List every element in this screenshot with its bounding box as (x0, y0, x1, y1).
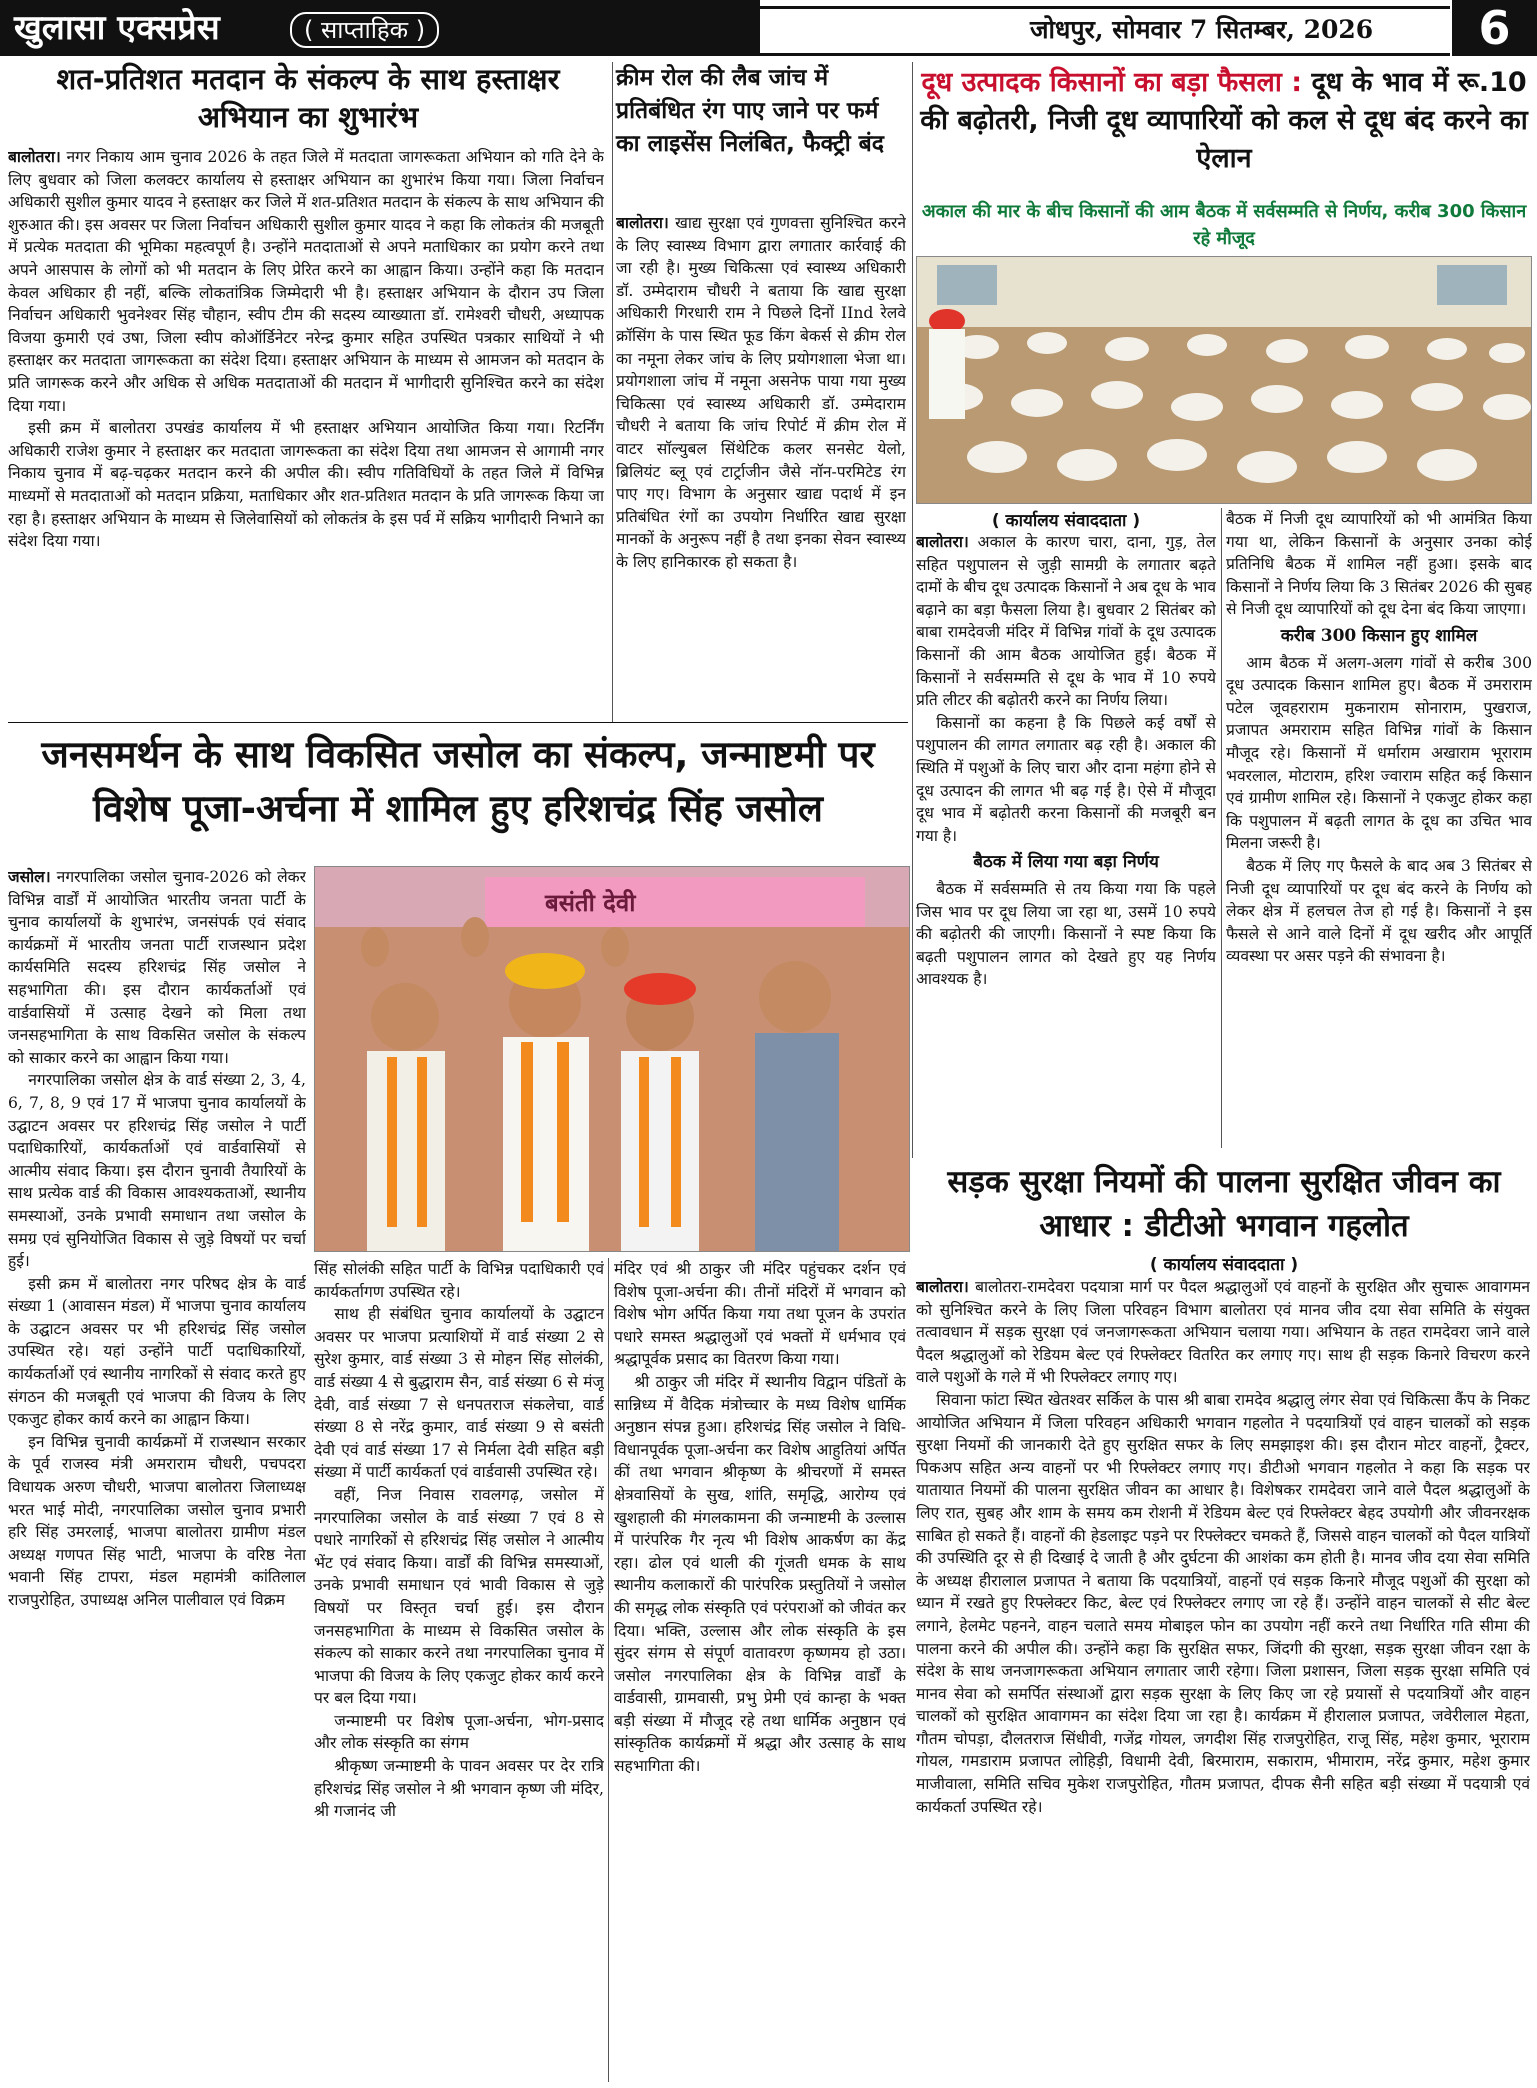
milk-paragraph: किसानों का कहना है कि पिछले कई वर्षों से पशुपालन की लागत लगातार बढ़ रही है। अकाल की स्थिति में पशुओं के लिए चारा और दाना महंगा होने से दूध उत्पादन की लागत भी बढ़ गई है। ऐसे में मौजूदा दूध भाव में बढ़ोतरी करना किसानों की मजबूरी बन गया है। (916, 713, 1216, 845)
jasol-paragraph: इन विभिन्न चुनावी कार्यक्रमों में राजस्थान सरकार के पूर्व राजस्व मंत्री अमराराम चौधरी, पचपदरा विधायक अरुण चौधरी, भाजपा बालोतरा जिलाध्यक्ष भरत भाई मोदी, नगरपालिका जसोल चुनाव प्रभारी हरि सिंह उमरलाई, भाजपा बालोतरा ग्रामीण मंडल अध्यक्ष गणपत सिंह भाटी, भाजपा के वरिष्ठ नेता भवानी सिंह टापरा, मंडल महामंत्री कांतिलाल राजपुरोहित, उपाध्यक्ष अनिल पालीवाल एवं विक्रम (8, 1432, 306, 1609)
milk-paragraph: आम बैठक में अलग-अलग गांवों से करीब 300 दूध उत्पादक किसान शामिल हुए। बैठक में उमराराम पटेल जूवहराराम मुकनाराम सोनाराम, पुखराज, प्रजापत अमराराम सहित विभिन्न गांवों के किसान मौजूद रहे। किसानों में धर्माराम अखाराम भूराराम भवरलाल, मोटाराम, हरिश ज्वाराम सहित कई किसान एवं ग्रामीण शामिल रहे। किसानों ने एकजुट होकर कहा कि पशुपालन में बढ़ती लागत के दूध का उचित भाव मिलना जरूरी है। (1226, 653, 1532, 853)
milk-subhead-decision: बैठक में लिया गया बड़ा निर्णय (973, 852, 1159, 873)
milk-paragraph: बैठक में निजी दूध व्यापारियों को भी आमंत्रित किया गया था, लेकिन किसानों के अनुसार उनका कोई प्रतिनिधि बैठक में शामिल नहीं हुआ। इसके बाद किसानों ने निर्णय लिया कि 3 सितंबर 2026 की सुबह से निजी दूध व्यापारियों को दूध देना बंद किया जाएगा। (1226, 510, 1532, 619)
milk-paragraph: बैठक में सर्वसम्मति से तय किया गया कि पहले जिस भाव पर दूध लिया जा रहा था, उसमें 10 रुपये की बढ़ोतरी की जाएगी। किसानों ने स्पष्ट किया कि बढ़ती पशुपालन लागत को देखते हुए यह निर्णय आवश्यक है। (916, 879, 1216, 989)
jasol-paragraph: साथ ही संबंधित चुनाव कार्यालयों के उद्घाटन अवसर पर भाजपा प्रत्याशियों में वार्ड संख्या 2 से सुरेश कुमार, वार्ड संख्या 3 से मोहन सिंह सोलंकी, वार्ड संख्या 4 से बुद्धाराम सैन, वार्ड संख्या 6 से मंजू देवी, वार्ड संख्या 7 से धनपतराज संकलेचा, वार्ड संख्या 8 से नरेंद्र कुमार, वार्ड संख्या 9 से बसंती देवी एवं वार्ड संख्या 17 से निर्मला देवी सहित बड़ी संख्या में पार्टी कार्यकर्ता एवं वार्डवासी उपस्थित रहे। (314, 1305, 604, 1482)
voting-headline: शत-प्रतिशत मतदान के संकल्प के साथ हस्ताक्षर अभियान का शुभारंभ (56, 62, 560, 134)
milk-article-part-1 (916, 531, 1216, 1151)
newspaper-name: खुलासा एक्सप्रेस (14, 8, 220, 48)
cream-headline: क्रीम रोल की लैब जांच में प्रतिबंधित रंग पाए जाने पर फर्म का लाइसेंस निलंबित, फैक्ट्री बंद (616, 65, 885, 157)
jasol-paragraph: नगरपालिका जसोल चुनाव-2026 को लेकर विभिन्न वार्डों में आयोजित भारतीय जनता पार्टी के चुनाव कार्यालयों के शुभारंभ, जनसंपर्क एवं संवाद कार्यक्रमों में भारतीय जनता पार्टी राजस्थान प्रदेश कार्यसमिति सदस्य हरिशचंद्र सिंह जसोल ने सहभागिता की। इस दौरान कार्यकर्ताओं एवं वार्डवासियों में उत्साह देखने को मिला तथा जनसहभागिता के साथ विकसित जसोल के संकल्प को साकार करने का आह्वान किया गया। (8, 868, 306, 1067)
milk-article-part-2 (1226, 508, 1532, 1148)
milk-paragraph: अकाल के कारण चारा, दाना, गुड़, तेल सहित पशुपालन से जुड़ी सामग्री के लगातार बढ़ते दामों के बीच दूध उत्पादक किसानों ने अब दूध के भाव बढ़ाने का बड़ा फैसला लिया है। बुधवार 2 सितंबर को बाबा रामदेवजी मंदिर में विभिन्न गांवों के दूध उत्पादक किसानों की आम बैठक आयोजित हुई। बैठक में किसानों ने सर्वसम्मति से दूध के भाव में 10 रुपये प्रति लीटर की बढ़ोतरी करने का निर्णय लिया। (916, 533, 1216, 710)
milk-byline: ( कार्यालय संवाददाता ) (991, 511, 1141, 531)
voting-paragraph: नगर निकाय आम चुनाव 2026 के तहत जिले में मतदाता जागरूकता अभियान को गति देने के लिए बुधवार को जिला कलक्टर कार्यालय से हस्ताक्षर अभियान का शुभारंभ किया गया। जिला निर्वाचन अधिकारी सुशील कुमार यादव ने हस्ताक्षर कर जिले में शत-प्रतिशत मतदान के संकल्प के साथ अभियान की शुरुआत की। इस अवसर पर जिला निर्वाचन अधिकारी सुशील कुमार यादव ने कहा कि लोकतंत्र की मजबूती में प्रत्येक मतदाता की भूमिका महत्वपूर्ण है। उन्होंने मतदाताओं से अपने मताधिकार का प्रयोग करने तथा अपने आसपास के लोगों को भी मतदान के लिए प्रेरित करने का आह्वान किया। उन्होंने कहा कि मतदान केवल अधिकार ही नहीं, बल्कि लोकतांत्रिक जिम्मेदारी भी है। हस्ताक्षर अभियान के दौरान उप जिला निर्वाचन अधिकारी भुवनेश्वर सिंह चौहान, स्वीप टीम की सदस्य व्याख्याता डॉ. रामेश्वरी चौधरी, अध्यापक विजया कुमारी एवं उषा, जिला स्वीप कोऑर्डिनेटर नरेन्द्र कुमार सहित उपस्थित पत्रकार साथियों ने भी हस्ताक्षर कर मतदाता जागरूकता का संदेश दिया। हस्ताक्षर अभियान के माध्यम से आमजन को मतदान के प्रति जागरूक करने और अधिक से अधिक मतदाताओं की मतदान में भागीदारी सुनिश्चित करने का संदेश दिया गया। (8, 148, 604, 415)
milk-headline-main: दूध के भाव में रू.10 की बढ़ोतरी, निजी दूध व्यापारियों को कल से दूध बंद करने का ऐलान (920, 67, 1528, 174)
voting-paragraph: इसी क्रम में बालोतरा उपखंड कार्यालय में भी हस्ताक्षर अभियान आयोजित किया गया। रिटर्निंग अधिकारी राजेश कुमार ने हस्ताक्षर कर मतदाता जागरूकता का संदेश दिया तथा आमजन से आगामी नगर निकाय चुनाव में बढ़-चढ़कर मतदान करने की अपील की। स्वीप गतिविधियों के तहत जिले में विभिन्न माध्यमों से मतदाताओं को मतदान प्रक्रिया, मताधिकार और शत-प्रतिशत मतदान के प्रति जागरूक किया जा रहा है। हस्ताक्षर अभियान के माध्यम से जिलेवासियों को लोकतंत्र के इस पर्व में सक्रिय भागीदारी निभाने का संदेश दिया गया। (8, 419, 604, 551)
jasol-paragraph: इसी क्रम में बालोतरा नगर परिषद क्षेत्र के वार्ड संख्या 1 (आवासन मंडल) में भाजपा चुनाव कार्यालय के उद्घाटन अवसर पर भी हरिशचंद्र सिंह जसोल उपस्थित रहे। यहां उन्होंने पार्टी पदाधिकारियों, कार्यकर्ताओं एवं स्थानीय नागरिकों से संवाद करते हुए संगठन की मजबूती एवं भाजपा की विजय के लिए एकजुट होकर कार्य करने का आह्वान किया। (8, 1274, 306, 1429)
milk-place: बालोतरा। (916, 532, 969, 551)
jasol-paragraph: श्री ठाकुर जी मंदिर में स्थानीय विद्वान पंडितों के सान्निध्य में वैदिक मंत्रोच्चार के मध्य विशेष धार्मिक अनुष्ठान संपन्न हुआ। हरिशचंद्र सिंह जसोल ने विधि-विधानपूर्वक पूजा-अर्चना कर विशेष आहुतियां अर्पित कीं तथा भगवान श्रीकृष्ण के श्रीचरणों में समस्त क्षेत्रवासियों के सुख, शांति, समृद्धि, आरोग्य एवं खुशहाली की मंगलकामना की जन्माष्टमी के उल्लास में पारंपरिक गैर नृत्य भी विशेष आकर्षण का केंद्र रहा। ढोल एवं थाली की गूंजती धमक के साथ स्थानीय कलाकारों की पारंपरिक प्रस्तुतियों ने जसोल की समृद्ध लोक संस्कृति एवं परंपराओं को जीवंत कर दिया। भक्ति, उल्लास और लोक संस्कृति के इस सुंदर संगम से संपूर्ण वातावरण कृष्णमय हो उठा। जसोल नगरपालिका क्षेत्र के विभिन्न वार्डों के वार्डवासी, ग्रामवासी, प्रभु प्रेमी एवं कान्हा के भक्त बड़ी संख्या में मौजूद रहे तथा धार्मिक अनुष्ठान एवं सांस्कृतिक कार्यक्रमों में श्रद्धा और उत्साह के साथ सहभागिता की। (614, 1372, 906, 1776)
cream-article (616, 212, 906, 720)
cream-place: बालोतरा। (616, 213, 669, 232)
jasol-column-1 (8, 866, 306, 2082)
milk-subheadline: अकाल की मार के बीच किसानों की आम बैठक में सर्वसम्मति से निर्णय, करीब 300 किसान रहे मौजूद (921, 201, 1527, 249)
road-paragraph: सिवाना फांटा स्थित खेतश्वर सर्किल के पास श्री बाबा रामदेव श्रद्धालु लंगर सेवा एवं चिकित्सा कैंप के निकट आयोजित अभियान में जिला परिवहन अधिकारी भगवान गहलोत ने पदयात्रियों एवं वाहन चालकों को सड़क सुरक्षा नियमों की जानकारी देते हुए सुरक्षित सफर के लिए समझाइश की। इस दौरान मोटर वाहनों, ट्रैक्टर, पिकअप सहित अन्य वाहनों पर भी रिफ्लेक्टर लगाए गए। डीटीओ भगवान गहलोत ने कहा कि सड़क पर यातायात नियमों की पालना सुरक्षित जीवन का आधार है। विशेषकर रामदेवरा जाने वाले पैदल श्रद्धालुओं के लिए रात, सुबह और शाम के समय कम रोशनी में रेडियम बेल्ट एवं रिफ्लेक्टर बेहद उपयोगी और जीवनरक्षक साबित हो सकते हैं। वाहनों की हेडलाइट पड़ने पर रिफ्लेक्टर चमकते हैं, जिससे वाहन चालकों को पैदल यात्रियों की उपस्थिति दूर से ही दिखाई दे जाती है और दुर्घटना की आशंका कम होती है। मानव जीव दया सेवा समिति के अध्यक्ष हीरालाल प्रजापत ने बताया कि पदयात्रियों, वाहनों एवं सड़क किनारे मौजूद पशुओं की सुरक्षा को ध्यान में रखते हुए रिफ्लेक्टर किट, बेल्ट एवं रिफ्लेक्टर लगाए जा रहे हैं। उन्होंने वाहन चालकों से सीट बेल्ट लगाने, हेलमेट पहनने, वाहन चलाते समय मोबाइल फोन का उपयोग नहीं करने तथा निर्धारित गति सीमा की पालना करने की अपील की। उन्होंने कहा कि सुरक्षित सफर, जिंदगी की सुरक्षा, सड़क सुरक्षा जीवन रक्षा के संदेश के साथ जनजागरूकता अभियान लगातार जारी रहेगा। जिला प्रशासन, जिला सड़क सुरक्षा समिति एवं मानव सेवा को समर्पित संस्थाओं द्वारा सड़क सुरक्षा के लिए किए जा रहे प्रयासों से पदयात्रियों और वाहन चालकों को सुरक्षित आवागमन का संदेश दिया जा रहा है। कार्यक्रम में हीरालाल प्रजापत, जवेरीलाल मेहता, गौतम चोपड़ा, दौलतराज सिंधीवी, गजेंद्र गोयल, जगदीश सिंह राजपुरोहित, राजू सिंह, महेश कुमार, भूराराम गोयल, गमडाराम प्रजापत लोहिड़ी, विधामी देवी, बिरमाराम, सकाराम, भीमाराम, नरेंद्र कुमार, महेश कुमार माजीवाला, समिति सचिव मुकेश राजपुरोहित, गौतम प्रजापत, दीपक सैनी सहित बड़ी संख्या में पदयात्री एवं कार्यकर्ता उपस्थित रहे। (916, 1390, 1530, 1816)
farmers-meeting-photo (916, 256, 1532, 504)
page-number: 6 (1452, 0, 1537, 56)
dateline: जोधपुर, सोमवार 7 सितम्बर, 2026 (1030, 15, 1374, 44)
jasol-paragraph: वहीं, निज निवास रावलगढ़, जसोल में नगरपालिका जसोल के वार्ड संख्या 7 एवं 8 से पधारे नागरिकों से हरिशचंद्र सिंह जसोल ने आत्मीय भेंट एवं संवाद किया। वार्डों की विभिन्न समस्याओं, उनके प्रभावी समाधान एवं भावी विकास से जुड़े विषयों पर विस्तृत चर्चा हुई। इस दौरान जनसहभागिता के माध्यम से विकसित जसोल के संकल्प को साकार करने तथा नगरपालिका चुनाव में भाजपा की विजय के लिए एकजुट होकर कार्य करने पर बल दिया गया। (314, 1485, 604, 1708)
jasol-paragraph: नगरपालिका जसोल क्षेत्र के वार्ड संख्या 2, 3, 4, 6, 7, 8, 9 एवं 17 में भाजपा चुनाव कार्यालयों के उद्घाटन अवसर पर हरिशचंद्र सिंह जसोल ने पार्टी पदाधिकारियों, कार्यकर्ताओं एवं वार्डवासियों से आत्मीय संवाद किया। इस दौरान चुनावी तैयारियों के साथ प्रत्येक वार्ड की विकास आवश्यकताओं, स्थानीय समस्याओं, उनके प्रभावी समाधान तथा जसोल के समग्र एवं सुनियोजित विकास से जुड़े विषयों पर चर्चा हुई। (8, 1071, 306, 1271)
milk-headline (916, 64, 1532, 178)
milk-column-1 (916, 508, 1216, 1151)
milk-column-2 (1226, 508, 1532, 1148)
jasol-place: जसोल। (8, 867, 51, 886)
road-paragraph: बालोतरा-रामदेवरा पदयात्रा मार्ग पर पैदल श्रद्धालुओं एवं वाहनों के सुरक्षित और सुचारू आवागमन को सुनिश्चित करने के लिए जिला परिवहन विभाग बालोतरा एवं मानव जीव दया सेवा समिति के संयुक्त तत्वावधान में सड़क सुरक्षा एवं जनजागरूकता अभियान चलाया गया। अभियान के तहत रामदेवरा जाने वाले पैदल श्रद्धालुओं को रेडियम बेल्ट एवं रिफ्लेक्टर वितरित कर लगाए गए। साथ ही सड़क किनारे विचरण करने वाले पशुओं के गले में भी रिफ्लेक्टर लगाए गए। (916, 1278, 1530, 1387)
voting-article (8, 146, 604, 716)
jasol-column-3 (614, 1258, 906, 2082)
column-rule (912, 62, 913, 1158)
road-article (916, 1276, 1530, 2082)
jasol-paragraph: जन्माष्टमी पर विशेष पूजा-अर्चना, भोग-प्रसाद और लोक संस्कृति का संगम (314, 1711, 604, 1753)
jasol-paragraph: सिंह सोलंकी सहित पार्टी के विभिन्न पदाधिकारी एवं कार्यकर्तागण उपस्थित रहे। (314, 1260, 604, 1301)
voting-place: बालोतरा। (8, 147, 61, 166)
column-rule (608, 1258, 609, 2082)
road-headline: सड़क सुरक्षा नियमों की पालना सुरक्षित जीवन का आधार : डीटीओ भगवान गहलोत (947, 1164, 1501, 1244)
jasol-paragraph: श्रीकृष्ण जन्माष्टमी के पावन अवसर पर देर रात्रि हरिशचंद्र सिंह जसोल ने श्री भगवान कृष्ण जी मंदिर, श्री गजानंद जी (314, 1757, 604, 1821)
edition-label: ( साप्ताहिक ) (290, 12, 439, 48)
jasol-headline: जनसमर्थन के साथ विकसित जसोल का संकल्प, जन्माष्टमी पर विशेष पूजा-अर्चना में शामिल हुए हरिशचंद्र सिंह जसोल (41, 733, 875, 830)
road-byline: ( कार्यालय संवाददाता ) (1149, 1255, 1299, 1275)
jasol-paragraph: मंदिर एवं श्री ठाकुर जी मंदिर पहुंचकर दर्शन एवं विशेष पूजा-अर्चना की। तीनों मंदिरों में भगवान को विशेष भोग अर्पित किया गया तथा पूजन के उपरांत पधारे समस्त श्रद्धालुओं एवं भक्तों में धर्मभाव एवं श्रद्धापूर्वक प्रसाद का वितरण किया गया। (614, 1260, 906, 1369)
road-place: बालोतरा। (916, 1277, 969, 1296)
column-rule (612, 62, 613, 722)
milk-subhead-farmers: करीब 300 किसान हुए शामिल (1280, 625, 1478, 646)
cream-paragraph: खाद्य सुरक्षा एवं गुणवत्ता सुनिश्चित करने के लिए स्वास्थ्य विभाग द्वारा लगातार कार्रवाई की जा रही है। मुख्य चिकित्सा एवं स्वास्थ्य अधिकारी डॉ. उम्मेदाराम चौधरी ने बताया कि खाद्य सुरक्षा अधिकारी गिरधारी राम ने पिछले दिनों IInd रेलवे क्रॉसिंग के पास स्थित फूड किंग बेकर्स से क्रीम रोल का नमूना लेकर जांच के लिए प्रयोगशाला भेजा था। प्रयोगशाला जांच में नमूना असनेफ पाया गया मुख्य चिकित्सा एवं स्वास्थ्य अधिकारी डॉ. उम्मेदाराम चौधरी ने बताया कि जांच रिपोर्ट में क्रीम रोल में वाटर सॉल्युबल सिंथेटिक कलर सनसेट येलो, ब्रिलियंट ब्लू एवं टार्ट्राजीन जैसे नॉन-परमिटेड रंग पाए गए। विभाग के अनुसार खाद्य पदार्थ में इन प्रतिबंधित रंगों का उपयोग निर्धारित खाद्य सुरक्षा मानकों के अनुरूप नहीं है तथा इनका सेवन स्वास्थ्य के लिए हानिकारक हो सकता है। (616, 214, 906, 571)
column-rule (1221, 508, 1222, 1148)
milk-paragraph: बैठक में लिए गए फैसले के बाद अब 3 सितंबर से निजी दूध व्यापारियों पर दूध बंद करने के निर्णय को लेकर क्षेत्र में हलचल तेज हो गई है। किसानों ने इस फैसले से आने वाले दिनों में दूध खरीद और आपूर्ति व्यवस्था पर असर पड़ने की संभावना है। (1226, 856, 1532, 966)
milk-headline-kicker: दूध उत्पादक किसानों का बड़ा फैसला : (921, 67, 1303, 98)
jasol-column-2 (314, 1258, 604, 2082)
banner-text: बसंती देवी (545, 889, 636, 917)
jasol-event-photo (314, 866, 910, 1252)
section-rule (8, 722, 908, 723)
